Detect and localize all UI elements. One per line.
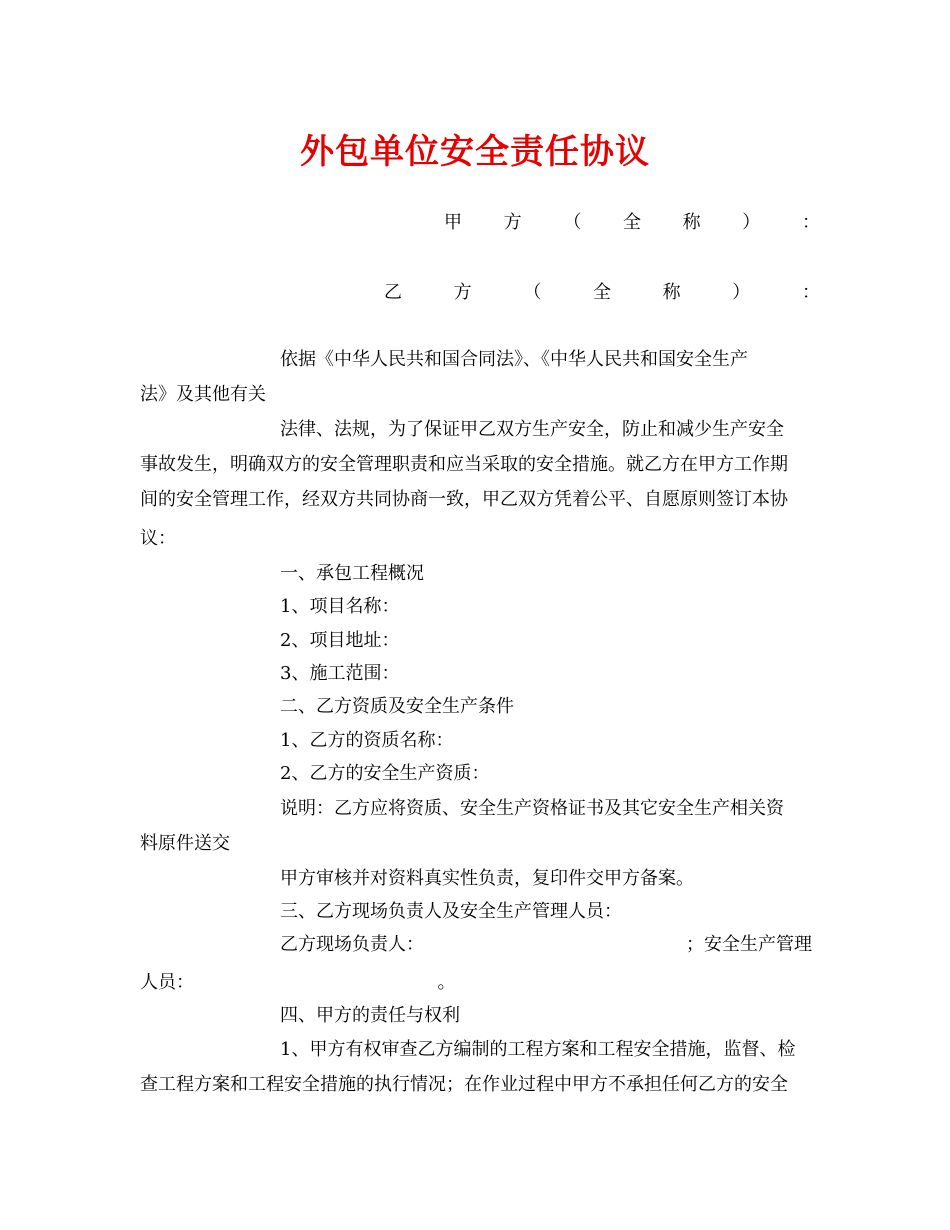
safety-staff-label: ；安全生产管理	[686, 934, 812, 955]
party-b-char: ：	[801, 282, 820, 303]
list-item: 3、施工范围：	[280, 663, 400, 684]
list-item: 2、项目地址：	[280, 630, 400, 651]
party-a-char: 称	[682, 212, 701, 233]
list-item: 2、乙方的安全生产资质：	[280, 763, 490, 784]
staff-label: 人员：	[140, 972, 194, 993]
section-heading: 一、承包工程概况	[280, 563, 424, 584]
paragraph-line: 间的安全管理工作，经双方共同协商一致，甲乙双方凭着公平、自愿原则签订本协	[140, 489, 788, 510]
paragraph-line: 依据《中华人民共和国合同法》、《中华人民共和国安全生产	[280, 349, 748, 370]
paragraph-line: 1、甲方有权审查乙方编制的工程方案和工程安全措施，监督、检	[280, 1039, 796, 1060]
party-a-char: 方	[503, 212, 522, 233]
party-b-char: （	[523, 282, 542, 303]
paragraph-line	[280, 928, 812, 961]
document-title: 外包单位安全责任协议	[300, 132, 650, 172]
section-heading: 四、甲方的责任与权利	[280, 1005, 460, 1026]
party-a-char: 全	[622, 212, 641, 233]
paragraph-line: 法律、法规，为了保证甲乙双方生产安全，防止和减少生产安全	[280, 419, 784, 440]
party-b-char: 乙	[384, 282, 402, 303]
party-b-char: ）	[732, 282, 751, 303]
paragraph-line: 甲方审核并对资料真实性负责，复印件交甲方备案。	[280, 868, 694, 889]
party-b-line	[384, 276, 820, 306]
paragraph-line: 说明：乙方应将资质、安全生产资格证书及其它安全生产相关资	[280, 798, 784, 819]
list-item: 1、项目名称：	[280, 596, 400, 617]
paragraph-line	[140, 966, 455, 999]
paragraph-line: 议：	[140, 528, 176, 549]
section-heading: 三、乙方现场负责人及安全生产管理人员：	[280, 901, 622, 922]
party-b-char: 方	[453, 282, 472, 303]
paragraph-line: 法》及其他有关	[140, 384, 266, 405]
period-mark: 。	[437, 972, 456, 993]
party-a-char: 甲	[444, 212, 462, 233]
party-a-char: ：	[801, 212, 820, 233]
paragraph-line: 事故发生，明确双方的安全管理职责和应当采取的安全措施。就乙方在甲方工作期	[140, 454, 788, 475]
party-a-char: （	[563, 212, 582, 233]
party-a-char: ）	[742, 212, 761, 233]
site-manager-label: 乙方现场负责人：	[280, 934, 424, 955]
section-heading: 二、乙方资质及安全生产条件	[280, 696, 514, 717]
party-a-line	[444, 206, 820, 236]
paragraph-line: 查工程方案和工程安全措施的执行情况；在作业过程中甲方不承担任何乙方的安全	[140, 1074, 788, 1095]
party-b-char: 称	[662, 282, 681, 303]
party-b-char: 全	[592, 282, 611, 303]
list-item: 1、乙方的资质名称：	[280, 730, 454, 751]
paragraph-line: 料原件送交	[140, 833, 230, 854]
